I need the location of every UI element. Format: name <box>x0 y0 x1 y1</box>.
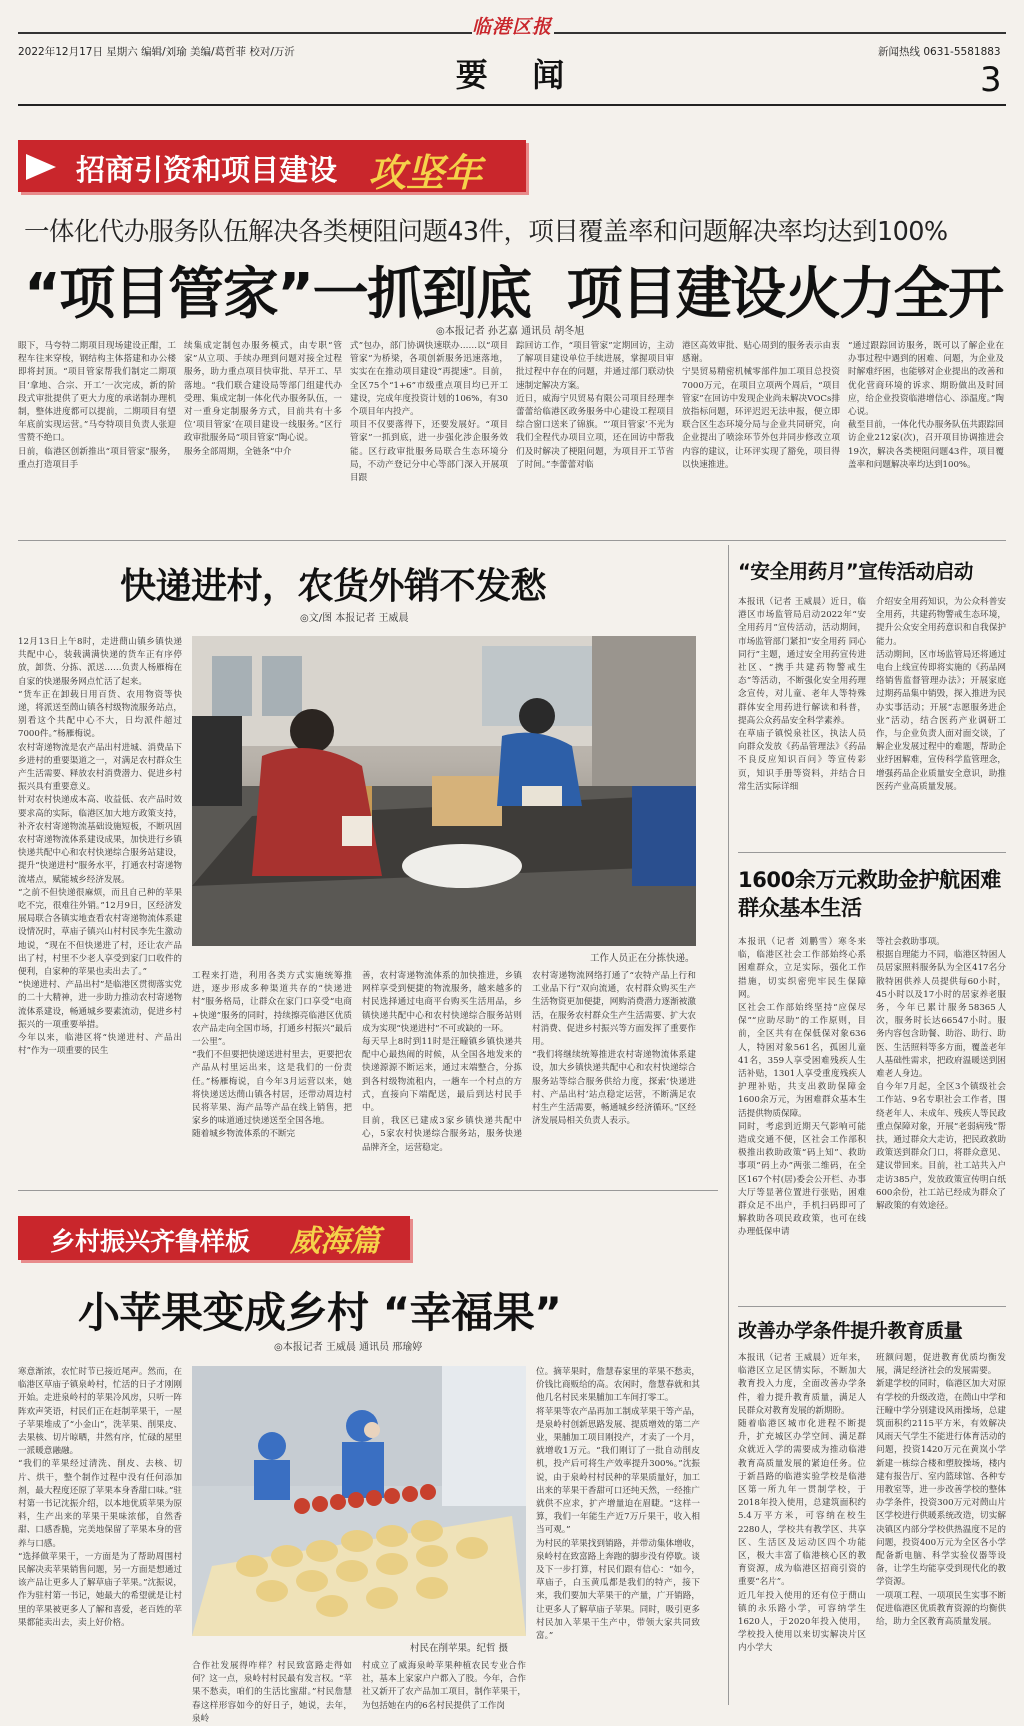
school-col-1: 本报讯（记者 王威晨）近年来，临港区立足区情实际，不断加大教育投入力度，全面改善办学条件，着力提升教育质量，满足人民群众对教育发展的新期盼。 随着临港区城市化进程不断提升，扩充城区办学空间、满足群众就近入学的需要成为推动临港教育高质量发展的紧迫任务。位于新昌路的临港实验学校是临港区第一所九年一贯制学校，于2018年投入使用，总建筑面积约5.4万平方米，可容纳在校生2280人，学校共有教学区、共享区、生活区及运动区四个功能区，极大丰富了临港核心区的教育资源，成为临港区招商引资的重要“名片”。 近几年投入使用的还有位于蔄山镇的永乐路小学，可容纳学生1620人，于2020年投入使用，学校投入使用以来切实解决片区内小学大 <box>738 1353 866 1654</box>
hotline: 新闻热线 0631-5581883 <box>878 46 1001 58</box>
lead-headline: “项目管家”一抓到底 项目建设火力全开 <box>24 262 1003 327</box>
banner-label: 招商引资和项目建设 <box>76 153 338 187</box>
apple-byline: ◎本报记者 王威晨 通讯员 邢瑜婷 <box>274 1342 423 1353</box>
page-number: 3 <box>980 60 1002 100</box>
apple-photo-caption: 村民在削苹果。纪哲 摄 <box>410 1643 509 1654</box>
banner-chevron <box>26 154 56 180</box>
express-headline: 快递进村，农货外销不发愁 <box>120 566 547 607</box>
lead-col-2: 续集成定制包办服务模式，由专职“管家”从立项、手续办理到问题对接全过程服务，助力重点项目快审批、早开工、早落地。“我们联合建设局等部门组建代办受理、集成定制一体化代办服务队伍，一对一重身定制服务方式，目前共有十多位‘项目管家’在项目建设一线服务。”区行政审批服务局“项目管家”陶心说。 服务全部周期，全链条“中介 <box>184 341 342 457</box>
apple-photo-illustration <box>192 1366 526 1636</box>
section-title: 要 闻 <box>455 56 565 94</box>
lead-col-3: 式”包办，部门协调快速联办……以“项目管家”为桥梁，各项创新服务迅速落地，实实在在推动项目建设“再提速”。目前，全区75个“1+6”市级重点项目均已开工建设，完成年度投资计划的106%，有30个项目年内投产。 项目不仅要落得下，还要发展好。“项目管家”一抓到底，进一步强化涉企服务效能。区行政审批服务局联合生态环境分局，不动产登记分中心等部门深入开展项目跟 <box>350 341 508 484</box>
masthead-top-rule <box>18 32 472 34</box>
newspaper-logo: 临港区报 <box>472 16 553 38</box>
divider-safe-drug <box>738 852 1006 853</box>
safe-drug-headline: “安全用药月”宣传活动启动 <box>738 560 973 583</box>
express-byline: ◎文/图 本报记者 王威晨 <box>300 613 409 624</box>
masthead <box>0 0 1024 108</box>
lead-byline: ◎本报记者 孙艺嘉 通讯员 胡冬旭 <box>436 326 585 337</box>
divider-apple-top <box>18 1190 718 1191</box>
lead-columns <box>18 340 1004 520</box>
banner-rural-accent: 威海篇 <box>290 1224 380 1259</box>
banner-rural <box>18 1216 410 1260</box>
express-photo-illustration <box>192 636 696 946</box>
express-photo-caption: 工作人员正在分拣快递。 <box>590 953 695 964</box>
relief-col-1: 本报讯（记者 刘鹏雪）寒冬来临，临港区社会工作部始终心系困难群众，立足实际，强化工作措施，切实织密兜牢民生保障网。 区社会工作部始终坚持“应保尽保”“应助尽助”的工作原则，目前，全区共有在保低保对象636人，特困对象561名，孤困儿童41名，359人享受困难残疾人生活补贴，1301人享受重度残疾人护理补贴，共支出救助保障金1600余万元，为困难群众基本生活提供物质保障。 同时，考虑到近期天气影响可能造成交通不便，区社会工作部积极推出救助政策“码上知”、救助事项“码上办”两张二维码，在全区167个村(居)委会公开栏、办事大厅等显著位置进行张贴，困难群众足不出户，手机扫码即可了解救助各项民政政策，也可在线办理低保申请 <box>738 937 866 1238</box>
apple-col-3: 村成立了威海泉岭苹果种植农民专业合作社，基本上家家户户都入了股。今年，合作社又新开了农产品加工项目，制作苹果干，为包括她在内的6名村民提供了工作岗 <box>362 1661 526 1711</box>
lead-col-1: 眼下，马夸特二期项目现场建设正酣，工程车往来穿梭，钢结构主体搭建和办公楼即将封顶。“项目管家帮我们制定二期项目‘拿地、合宗、开工’一次完成，新的阶段式审批提供了更大力度的承诺制办理机制，整体进度都可以提前，二期项目有望年底前实现运营。”马夸特项目负责人张迎雪赞不绝口。 日前，临港区创新推出“项目管家”服务，重点打造项目手 <box>18 341 176 470</box>
apple-col-4: 位。摘苹果时，詹慧春家里的苹果不愁卖，价钱比商贩给的高。农闲时，詹慧春就和其他几名村民来果脯加工车间打零工。 将苹果等农产品再加工制成苹果干等产品，是泉岭村创新思路发展、提质增效的第二产业，果脯加工项目刚投产，才卖了一个月，就增收1万元。“我们刚订了一批自动削皮机，投产后可将生产效率提升300%。”沈振说，由于泉岭村村民种的苹果质量好，加工出来的苹果干香甜可口还纯天然，一经推广就供不应求，扩产增量迫在眉睫。“这样一算，我们一年能生产近7万斤果干，收入相当可观。” 为村民的苹果找到销路，并带动集体增收，泉岭村在致富路上奔跑的脚步没有停歇。谈及下一步打算，村民们跟有信心：“如今，草庙子，白玉黄瓜都是我们的特产，接下来，我们要加大苹果干的产量，广开销路，让更多人了解草庙子苹果。同时，吸引更多村民加入苹果干生产中，带领大家共同致富。” <box>536 1367 700 1642</box>
safe-drug-col-1: 本报讯（记者 王威晨）近日，临港区市场监管局启动2022年“安全用药月”宣传活动，活动期间，市场监管部门紧扣“安全用药 同心同行”主题，通过安全用药宣传进社区、“携手共建药物警戒生态”等活动，不断强化安全用药理念宣传，对儿童、老年人等特殊群体安全用药进行解读和科普，提高公众药品安全科学素养。 在草庙子镇悦泉社区，执法人员向群众发放《药品管理法》《药品不良反应知识百问》等宣传彩页，知识手册等资料，并结合日常生活实际详细 <box>738 597 866 792</box>
school-headline: 改善办学条件提升教育质量 <box>738 1320 963 1342</box>
express-photo <box>192 636 696 946</box>
express-col-4: 农村寄递物流网络打通了“农特产品上行和工业品下行”双向流通，农村群众购买生产生活物资更加便捷，网购消费潜力逐渐被激活，在服务农村群众生产生活需要、扩大农村消费、促进乡村振兴等方面发挥了重要作用。 “我们将继续统筹推进农村寄递物流体系建设，加大乡镇快递共配中心和农村快递综合服务站等综合服务供给力度，探索‘快递进村、产品出村’站点稳定运营，不断满足农村生产生活需要，畅通城乡经济循环。”区经济发展局相关负责人表示。 <box>532 971 696 1127</box>
divider-lead <box>18 540 1006 541</box>
relief-headline: 1600余万元救助金护航困难群众基本生活 <box>738 868 1001 920</box>
masthead-top-rule-right <box>554 32 1006 34</box>
banner-accent: 攻坚年 <box>368 150 483 195</box>
lead-col-5: 港区高效审批、贴心周到的服务表示由衷感谢。 宁昊贸易精密机械零部件加工项目总投资7000万元，在项目立项两个周后，“项目管家”在回访中发现企业尚未解决VOCs排放指标问题，环评迟迟无法申报，便立即联合区生态环境分局与企业共同研究，向企业提出了喷涂环节外包并同步修改立项内容的建议，让环评实现了豁免，项目得以快速推进。 <box>682 341 840 470</box>
divider-relief <box>738 1306 1006 1307</box>
apple-col-2: 合作社发展得咋样？村民致富路走得如何？这一点，泉岭村村民最有发言权。“苹果不愁卖，咱们的生活比蜜甜。”村民詹慧春这样形容如今的好日子，她说，去年，泉岭 <box>192 1661 352 1724</box>
school-col-2: 班额问题，促进教育优质均衡发展，满足经济社会的发展需要。 新建学校的同时，临港区加大对原有学校的升级改造，在蔄山中学和汪疃中学分别建设风雨操场，总建筑面积约2115平方米，有效解决风雨天气学生不能进行体育活动的问题，投资1420万元在黄岚小学新建一栋综合楼和塑胶操场，楼内建有报告厅、室内篮球馆、各种专用教室等，进一步改善学校的整体办学条件，投资300万元对蔄山片区学校进行供暖系统改造，切实解决镇区内部分学校供热温度不足的问题，投资400万元为全区各小学配备新电脑、科学实验仪器等设备，让学生均能享受到现代化的教学资源。 一项项工程、一项项民生实事不断促进临港区优质教育资源的均衡供给，助力全区教育高质量发展。 <box>876 1353 1006 1628</box>
safe-drug-col-2: 介绍安全用药知识，为公众科普安全用药，共建药物警戒生态环境，提升公众安全用药意识和自我保护能力。 活动期间，区市场监管局还将通过电台上线宣传即将实施的《药品网络销售监督管理办法》；开展家庭过期药品集中销毁，探入推进为民办实事活动；开展“志愿服务进企业”活动，结合医药产业调研工作，与企业负责人面对面交谈，了解企业发展过程中的难题，帮助企业纾困解难，宣传科学监管理念，增强药品企业质量安全意识，助推医药产业高质量发展。 <box>876 597 1006 792</box>
divider-right-column <box>728 545 729 1705</box>
apple-headline: 小苹果变成乡村 “幸福果” <box>78 1288 562 1337</box>
express-col-3: 善，农村寄递物流体系的加快推进，乡镇网样享受到便捷的物流服务，越来越多的村民选择通过电商平台购买生活用品，乡镇快递共配中心和农村快递综合服务站则成为实现“快递进村”不可或缺的一环。 每天早上8时到11时是汪疃镇乡镇快递共配中心最热闹的时候，从全国各地发来的快递源源不断运来，通过末端整合，分拣到各村级物流租内，一趟车一个村点的方式，直接向下端配送，最后到达村民手中。 目前，我区已建成3家乡镇快递共配中心，5家农村快递综合服务站，服务快递品牌齐全，运营稳定。 <box>362 971 522 1153</box>
express-col-2: 工程来打造，利用各类方式实施统筹推进，逐步形成多种渠道共存的“快递进村”服务格局，让群众在家门口享受“电商+快递”服务的同时，持续擦亮临港区优质农产品走向全国市场，打通乡村振兴“最后一公里”。 “我们不但要把快递送进村里去，更要把农产品从村里运出来，这是我们的一份责任。”杨雁梅说，自今年3月运营以来，她将快递送达蔄山镇各村居，还带动周边村民将苹果、海产品等产品在线上销售，把家乡的味道通过快递送至全国各地。 随着城乡物流体系的不断完 <box>192 971 352 1140</box>
banner-investment <box>18 140 526 195</box>
relief-col-2: 等社会救助事项。 根据自理能力不同，临港区特困人员居家照料服务队为全区417名分散特困供养人员提供每60小时，45小时以及17小时的居家养老服务，今年已累计服务58365人次，服务时长达66547小时。服务内容包含助餐、助浴、助行、助医、生活照料等多方面，覆盖老年人基础性需求，把政府温暖送到困难老人身边。 自今年7月起，全区3个镇级社会工作站、9名专职社会工作者，围绕老年人、未成年、残疾人等民政重点保障对象，开展“老弱病残”帮扶，通过群众大走访，把民政救助政策送到群众门口，将群众意见、建议带回来。目前，社工站共入户走访385户，发放政策宣传明白纸600余份，社工站已经成为群众了解政策的有效途径。 <box>876 937 1006 1212</box>
express-col-1: 12月13日上午8时，走进蔄山镇乡镇快递共配中心，装载满满快递的货车正有序停放，卸货、分拣、派送……负责人杨雁梅在自家的快递服务网点忙活了起来。 “货车正在卸载日用百货、农用物资等快递，将派送至蔄山镇各村级物流服务站点，别看这个共配中心不大，日均派件超过7000件。”杨雁梅说。 农村寄递物流是农产品出村进城、消费品下乡进村的重要渠道之一，对满足农村群众生产生活需要、释放农村消费潜力、促进乡村振兴具有重要意义。 针对农村快递成本高、收益低、农产品时效要求高的实际，临港区加大地方政策支持，补齐农村寄递物流基础设施短板，不断巩固农村寄递物流体系建设成果，加快进行乡镇快递共配中心和农村快递综合服务站建设，提升“快递进村”服务水平，打通农村寄递物流堵点，赋能城乡经济发展。 “之前不但快递很麻烦，而且自己种的苹果吃不完，很难往外销。”12月9日，区经济发展局联合各镇实地查看农村寄递物流体系建设情况时，草庙子镇兴山村村民李先生激动地说，“现在不但快递进了村，还让农产品出了村，村里不少老人享受到家门口收件的便利，自家种的苹果也卖出去了。” “快递进村、产品出村”是临港区贯彻落实党的二十大精神，进一步助力推动农村寄递物流体系建设，畅通城乡要素流动，促进乡村振兴的一项重要举措。 今年以来，临港区将“快递进村、产品出村”作为一项重要的民生 <box>18 637 182 1057</box>
banner-rural-label: 乡村振兴齐鲁样板 <box>50 1227 251 1256</box>
lead-col-4: 踪回访工作，“项目管家”定期回访，主动了解项目建设单位手续进展，掌握项目审批过程中存在的问题，并通过部门联动快速制定解决方案。 近日，威海宁贝贸易有限公司项目经理李蕾蕾给临港区政务服务中心建设工程项目综合窗口送来了锦旗。“‘项目管家’不光为我们全程代办项目立项，还在回访中帮我们及时解决了梗阻问题，为项目开工节省了时间。”李蕾蕾对临 <box>516 341 674 470</box>
apple-col-1: 寒意渐浓，农忙时节已接近尾声。然而，在临港区草庙子镇泉岭村，忙活的日子才刚刚开始。走进泉岭村的苹果冷风房，只听一阵阵欢声笑语，村民们正在赶制苹果干，一屋子苹果堆成了“小金山”，洗苹果、削果皮、去果核、切片晾晒，井然有序，忙碌的屋里一派暖意融融。 “我们的苹果经过清洗、削皮、去核、切片、烘干，整个制作过程中没有任何添加剂，最大程度还原了苹果本身香甜口味。”驻村第一书记沈振介绍，以本地优质苹果为原料，生产出来的苹果干果味浓郁，自然香甜、口感香脆，完美地保留了苹果本身的营养与口感。 “选择做苹果干，一方面是为了帮助周围村民解决卖苹果销售问题，另一方面是想通过该产品让更多人了解草庙子苹果。”沈振说，作为驻村第一书记，她最大的希望就是让村里的苹果被更多人了解和喜爱，老百姓的苹果都能卖出去，卖上好价格。 <box>18 1367 182 1628</box>
apple-photo <box>192 1366 526 1636</box>
lead-col-6: “通过跟踪回访服务，既可以了解企业在办事过程中遇到的困难、问题，为企业及时解难纾困，也能够对企业提出的改善和优化营商环境的诉求、期盼做出及时回应，给企业投资临港增信心、添温度。”陶心说。 截至目前，一体化代办服务队伍共跟踪回访企业212家(次)，召开项目协调推进会19次，解决各类梗阻问题43件，项目覆盖率和问题解决率均达到100%。 <box>848 341 1004 470</box>
date-line: 2022年12月17日 星期六 编辑/刘瑜 美编/葛哲菲 校对/万沂 <box>18 46 295 58</box>
masthead-bottom-rule <box>18 104 1006 106</box>
lead-subhead: 一体化代办服务队伍解决各类梗阻问题43件，项目覆盖率和问题解决率均达到100% <box>24 217 948 247</box>
